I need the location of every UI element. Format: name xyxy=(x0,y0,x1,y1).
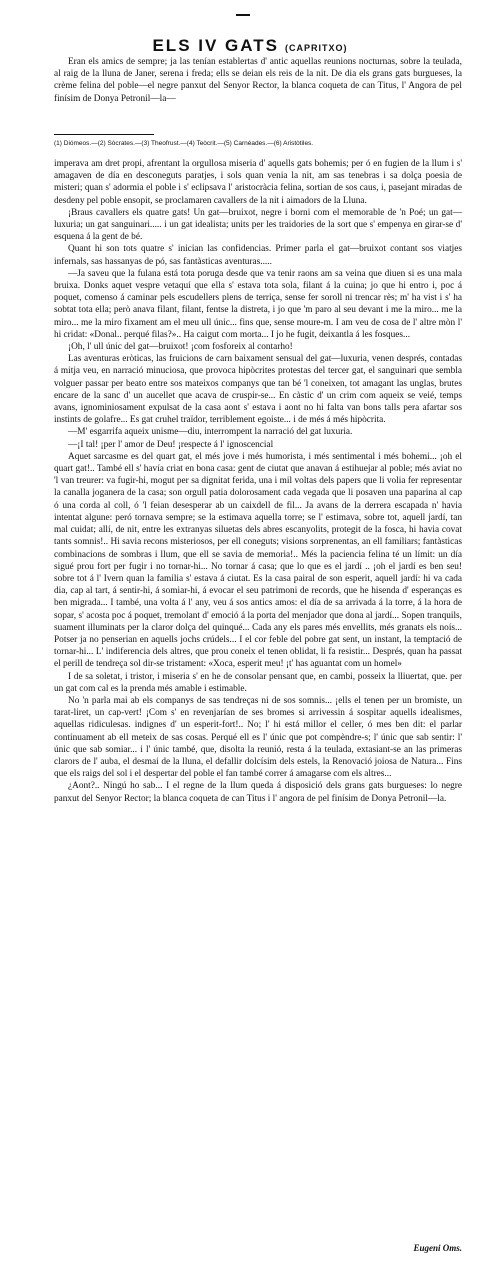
top-dash xyxy=(236,14,250,16)
intro-paragraph: Eran els amics de sempre; ja las tenían establertas d' antic aquellas reunions nocturnas, sobre la teulada, al raig de la lluna de Janer, serena i freda; ells se deian els reis de la nit. De dia els grans gats burgueses, la crème felina del poble—el negre panxut del Senyor Rector, la blanca coqueta de can Titus, l' Angora de pel finísim de Donya Petronil—la— xyxy=(54,57,462,104)
body-paragraph: —M' esgarrifa aqueix unisme—diu, interrompent la narració del gat luxuria. xyxy=(68,427,353,438)
body-paragraph: —¡I tal! ¡per l' amor de Deu! ¡respecte á l' ignoscencial xyxy=(68,439,274,450)
intro-paragraph-block xyxy=(54,56,462,105)
body-paragraph: Aquet sarcasme es del quart gat, el més jove i més humorista, i més sentimental i més bohemi... ¡oh el quart gat!.. També ell s' havía criat en bona casa: gent de ciutat que anavan á estihuejar al poble; més aviat no 'l van treurer: va fugir-hi, mogut per sa dignitat ferida, una i mil voltas dels papers que li volia fer representar la canalla joganera de la casa; son orgull patia dolorosament cada vegada que li posaven una paparina al cap ó una corda al coll, ó 'l feian desesperar ab un caixdell de fil... Ja avans de la derrera escapada n' havia intentat algune: peró tornava sempre; se la estimava aquella torre; se l' estimava, sobre tot, aquell jardí, tan mal cuidat; allí, de nit, entre les extranyas siluetas dels abres escanyolits, protegit de la fosca, hi havia covat tants somnis!.. Hi savia recons misteriosos, per ell coneguts; visions sorprenentas, an ell familiars; fantàsticas combinacions de sombras i llum, que ell se savia de memoria!.. Més la paciencia felina té un límit: un día sigué prou fort per fugir i no tornar-hi... No tornar á casa; que lo que es el jardí .. ¡oh el jardí es ben seu! sobre tot á l' Ivern quan la familia s' estava á ciutat. Es la casa pairal de son esperit, aquell jardí: hi va cada dia, cap al tart, á sentir-hi, á somiar-hi, á evocar el seu patrimoni de records, que he hisenda d' esperanças es ben migrada... I també, una volta á l' any, veu á sos antics amos: el día de sa arrivada á la torre, á la hora de sopar, s' acosta poc á poquet, tremolant d' emoció á la porta del menjador que dona al jardí... Sopen tranquils, suament illuminats per la claror dolça del quinqué... Cada any els pares més envellits, més granats els noís... Potser ja no penserian en aquells jochs crúdels... I el cor feble del pobre gat sent, un instant, la temptació de tornar-hi... L' indiferencia dels altres, que prou coneix el tenen oblidat, li fa resistir... Després, quan ha passat el perill de tendreça sol dir-se tristament: «Xoca, esperit meu! ¡t' has aguantat com un homel» xyxy=(54,451,462,670)
body-paragraph: imperava am dret propi, afrentant la orgullosa miseria d' aquells gats bohemis; per ó en fugien de la llum i s' amagaven de día en desconeguts paratjes, i sols quan venia la nit, am sas tenebras i sa dolça poesia de misteri; quan s' adormia el poble i s' eclipsava l' aristocràcia felina, sortian de sos caus, i, pasejant miradas de desdeny pel poble ensopit, se proclamaren cavallers de la nit i aimadors de la Lluna. xyxy=(54,159,462,206)
article-title xyxy=(0,36,500,56)
article-body xyxy=(54,158,462,805)
footnote: (1) Diómeos.—(2) Sòcrates.—(3) Theofrust.—(4) Teòcrit.—(5) Carnéades.—(6) Aristòtiles. xyxy=(54,140,314,147)
body-paragraph: Las aventuras eròticas, las fruicions de carn baixament sensual del gat—luxuria, venen després, contadas á mitja veu, en narració minuciosa, que provoca hipòcrites protestas del tercer gat, el sanguinari que sembla volguer passar per beato entre sos mateixos companys que tan bé 'l coneixen, tot amagant las unglas, brutes encare de la sanc d' un aucellet que acava de cruspir-se... En càstic d' un crim com aqueix se veié, temps avans, ignominiosament expulsat de la casa aont s' estava i aont no hi falta van bons talls pera afartar sos instints de golafre... Es gat cruhel traïdor, terriblement egoiste... i de més á més hipòcrita. xyxy=(54,354,462,426)
author-signature: Eugeni Oms. xyxy=(413,1243,462,1253)
body-paragraph: ¡Braus cavallers els quatre gats! Un gat—bruixot, negre i borni com el memorable de 'n Poé; un gat—luxuria; un gat sanguinari..... i un gat idealista; units per les traidories de la sort que s' empenya en girar-se d' esquena á la gent de bé. xyxy=(54,207,462,243)
body-paragraph: No 'n parla mai ab els companys de sas tendreças ni de sos somnis... ¡ells el tenen per un bromiste, un tarat-liret, un cap-vert! ¡Com s' en revenjarían de ses bromes si arrivessin á sospitar aquells idealismes, aquellas ridiculesas. indignes d' un esperit-fort!.. No; l' hi está millor el celler, ó mes ben dit: el parlar continuament ab ell meteix de sas cosas. Perqué ell es l' únic que pot compèndre-s; l' únic que sab sentir: l' únic que sab somiar... i l' únic també, que, disolta la reunió, resta á la teulada, extasiant-se an las primeras clarors de l' auba, el desmai de la lluna, el defallir dolcísim dels estels, la Renovació joiosa de Natura... Fins que els raigs del sol i el despertar del poble el fan també correr á amagarse com els altres... xyxy=(54,695,462,780)
footnote-rule xyxy=(54,134,154,135)
body-paragraph: ¿Aont?.. Ningú ho sab... I el regne de la llum queda á disposició dels grans gats burgueses: lo negre panxut del Senyor Rector; la blanca coqueta de can Titus i l' angora de pel finísim de Donya Petronil—la. xyxy=(54,781,462,804)
body-paragraph: —Ja saveu que la fulana está tota poruga desde que va tenir raons am sa veina que diuen si es una mala bruixa. Donks aquet vespre vetaquí que ella s' estava tota sola, filant á la cuina; jo que hi entro i, poc á poquet, comenso á caminar pels escudellers plens de terriça, sense fer soroll ni trencar rès; m' ha vist i s' ha sobtat tota ella; però anava filant, filant, fentse la distreta, i jo que 'm paro al seu devant i me la miro... me la miro... me la miro fixament am el meu ull únic... fins que, sense moure-m. I am veu de cosa de l' altre mòn l' hi cridat: «Donal.. perqué filas?».. Ha caigut com morta... I jo he fugit, deixantla á les fosques... xyxy=(54,268,462,340)
body-paragraph: I de sa soletat, i tristor, i miseria s' en he de consolar pensant que, en cambi, posseix la lliuertat, que. per un gat com cal es la prenda més amable i estimable. xyxy=(54,671,462,694)
body-paragraph: Quant hi son tots quatre s' inician las confidencias. Primer parla el gat—bruixot contant sos viatjes infernals, sas hassanyas de pó, sas fantàsticas aventuras..... xyxy=(54,244,462,267)
title-text: ELS IV GATS xyxy=(152,36,280,55)
title-subtitle: (CAPRITXO) xyxy=(285,43,348,53)
body-paragraph: ¡Oh, l' ull únic del gat—bruixot! ¡com fosforeix al contarho! xyxy=(68,342,293,353)
